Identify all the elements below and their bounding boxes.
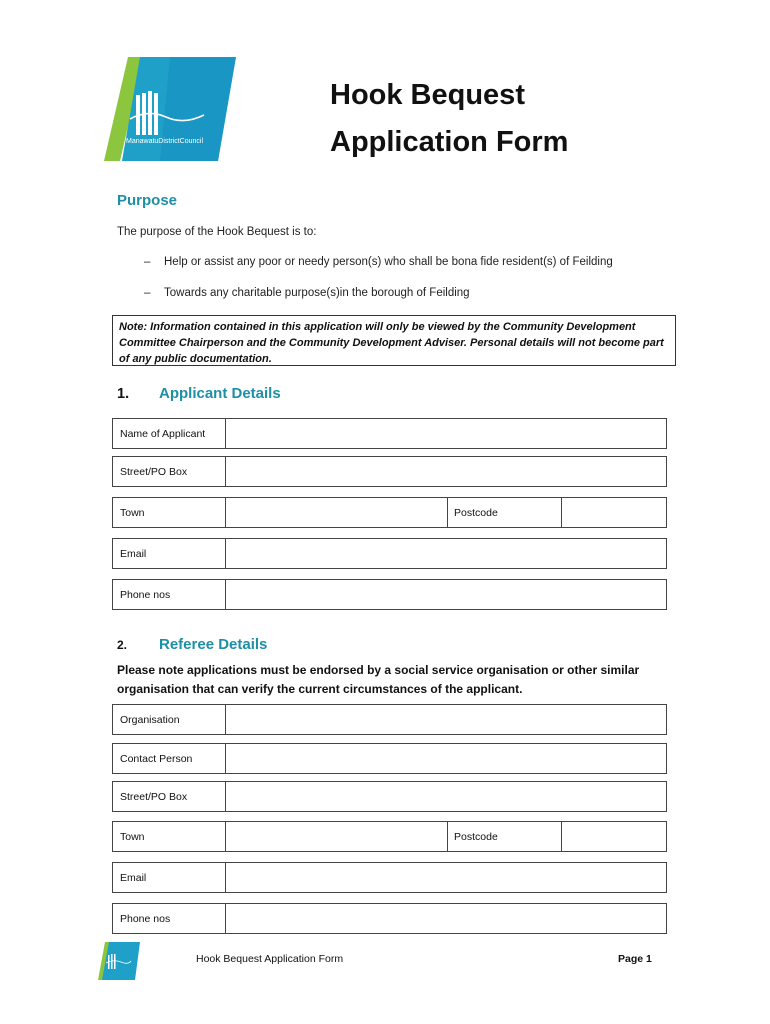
postcode-label: Postcode [448, 822, 562, 851]
town-label: Town [113, 498, 226, 527]
referee-email-row [112, 862, 667, 893]
organisation-label: Organisation [113, 705, 226, 734]
applicant-street-row [112, 456, 667, 487]
phone-label: Phone nos [113, 904, 226, 933]
bullet-marker: – [144, 287, 151, 299]
referee-street-field[interactable] [226, 782, 666, 811]
referee-town-row [112, 821, 667, 852]
applicant-email-field[interactable] [226, 539, 666, 568]
footer-document-title: Hook Bequest Application Form [196, 953, 344, 965]
council-logo [100, 57, 236, 161]
purpose-bullet [144, 287, 470, 299]
referee-town-field[interactable] [226, 822, 448, 851]
referee-contact-row [112, 743, 667, 774]
applicant-email-row [112, 538, 667, 569]
applicant-phone-field[interactable] [226, 580, 666, 609]
contact-label: Contact Person [113, 744, 226, 773]
referee-email-field[interactable] [226, 863, 666, 892]
purpose-bullet [144, 256, 613, 268]
purpose-intro: The purpose of the Hook Bequest is to: [117, 226, 317, 238]
referee-organisation-row [112, 704, 667, 735]
referee-street-row [112, 781, 667, 812]
title-line-2: Application Form [330, 126, 569, 158]
referee-phone-field[interactable] [226, 904, 666, 933]
section-2-title: Referee Details [159, 636, 268, 653]
bullet-marker: – [144, 256, 151, 268]
applicant-street-field[interactable] [226, 457, 666, 486]
privacy-note: Note: Information contained in this application will only be viewed by the Community Development Committee Chairperson and the Community Development Adviser. Personal details will not become part of any public documentation. [112, 315, 676, 366]
section-1-number: 1. [117, 386, 130, 402]
referee-phone-row [112, 903, 667, 934]
section-1-title: Applicant Details [159, 385, 281, 402]
referee-contact-field[interactable] [226, 744, 666, 773]
logo-text: ManawatuDistrictCouncil [126, 138, 204, 145]
bullet-text: Towards any charitable purpose(s)in the borough of Feilding [164, 287, 470, 299]
referee-postcode-field[interactable] [562, 822, 666, 851]
footer-logo [97, 942, 140, 980]
postcode-label: Postcode [448, 498, 562, 527]
applicant-phone-row [112, 579, 667, 610]
section-2-number: 2. [117, 638, 128, 652]
email-label: Email [113, 539, 226, 568]
title-line-1: Hook Bequest [330, 79, 525, 111]
phone-label: Phone nos [113, 580, 226, 609]
applicant-town-row [112, 497, 667, 528]
town-label: Town [113, 822, 226, 851]
applicant-postcode-field[interactable] [562, 498, 666, 527]
applicant-name-row [112, 418, 667, 449]
name-label: Name of Applicant [113, 419, 226, 448]
endorsement-instruction: Please note applications must be endorsed by a social service organisation or other similar organisation that can verify the current circumstances of the applicant. [117, 663, 640, 696]
purpose-heading: Purpose [117, 192, 178, 209]
street-label: Street/PO Box [113, 782, 226, 811]
referee-organisation-field[interactable] [226, 705, 666, 734]
page-number: Page 1 [618, 953, 652, 965]
applicant-town-field[interactable] [226, 498, 448, 527]
email-label: Email [113, 863, 226, 892]
street-label: Street/PO Box [113, 457, 226, 486]
page-title [330, 72, 568, 166]
bullet-text: Help or assist any poor or needy person(s) who shall be bona fide resident(s) of Feilding [164, 256, 613, 268]
applicant-name-field[interactable] [226, 419, 666, 448]
